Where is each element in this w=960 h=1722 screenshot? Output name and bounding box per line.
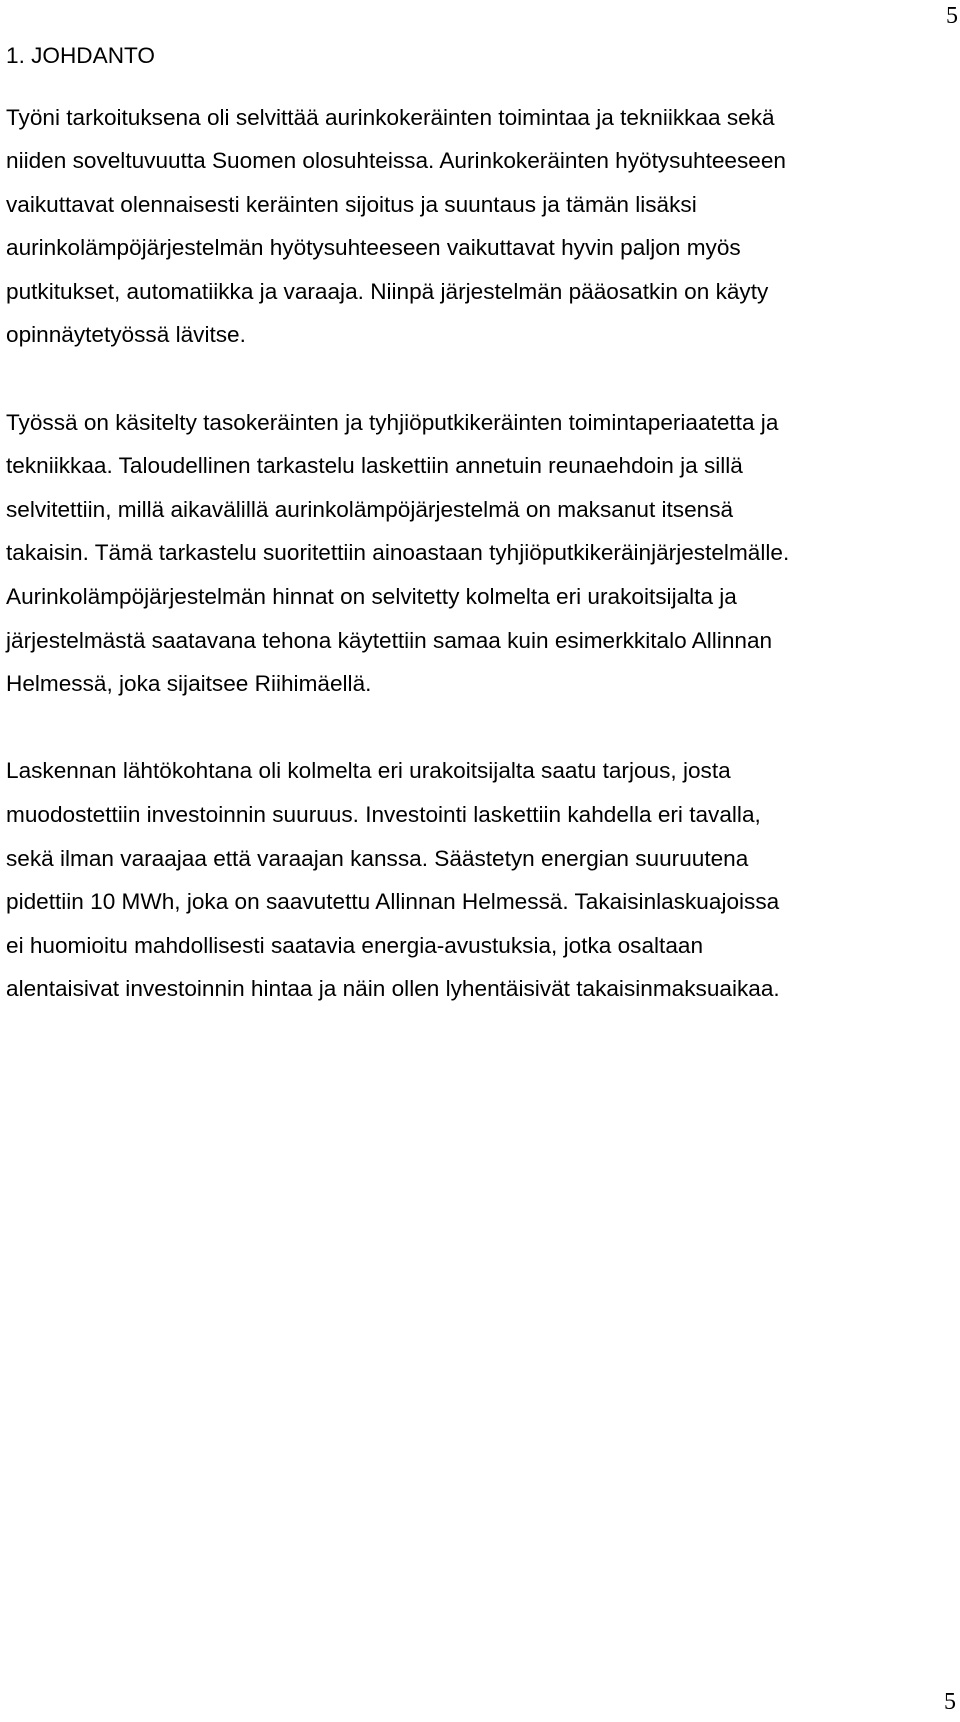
section-heading: 1. JOHDANTO — [6, 43, 155, 68]
document-body — [6, 38, 951, 1011]
paragraph-3: Laskennan lähtökohtana oli kolmelta eri urakoitsijalta saatu tarjous, josta muodostettiin investoinnin suuruus. Investointi laskettiin kahdella eri tavalla, sekä ilman varaajaa että varaajan kanssa. Säästetyn energian suuruutena pidettiin 10 MWh, joka on saavutettu Allinnan Helmessä. Takaisinlaskuajoissa ei huomioitu mahdollisesti saatavia energia-avustuksia, jotka osaltaan alentaisivat investoinnin hintaa ja näin ollen lyhentäisivät takaisinmaksuaikaa. — [6, 758, 780, 1002]
paragraph-1: Työni tarkoituksena oli selvittää aurinkokeräinten toimintaa ja tekniikkaa sekä niiden soveltuvuutta Suomen olosuhteissa. Aurinkokeräinten hyötysuhteeseen vaikuttavat olennaisesti keräinten sijoitus ja suuntaus ja tämän lisäksi aurinkolämpöjärjestelmän hyötysuhteeseen vaikuttavat hyvin paljon myös putkitukset, automatiikka ja varaaja. Niinpä järjestelmän pääosatkin on käyty opinnäytetyössä lävitse. — [6, 104, 786, 348]
page-number-bottom: 5 — [944, 1689, 956, 1715]
page-number-top: 5 — [946, 3, 958, 29]
paragraph-2: Työssä on käsitelty tasokeräinten ja tyhjiöputkikeräinten toimintaperiaatetta ja tekniikkaa. Taloudellinen tarkastelu laskettiin annetuin reunaehdoin ja sillä selvitettiin, millä aikavälillä aurinkolämpöjärjestelmä on maksanut itsensä takaisin. Tämä tarkastelu suoritettiin ainoastaan tyhjiöputkikeräinjärjestelmälle. Aurinkolämpöjärjestelmän hinnat on selvitetty kolmelta eri urakoitsijalta ja järjestelmästä saatavana tehona käytettiin samaa kuin esimerkkitalo Allinnan Helmessä, joka sijaitsee Riihimäellä. — [6, 409, 790, 697]
